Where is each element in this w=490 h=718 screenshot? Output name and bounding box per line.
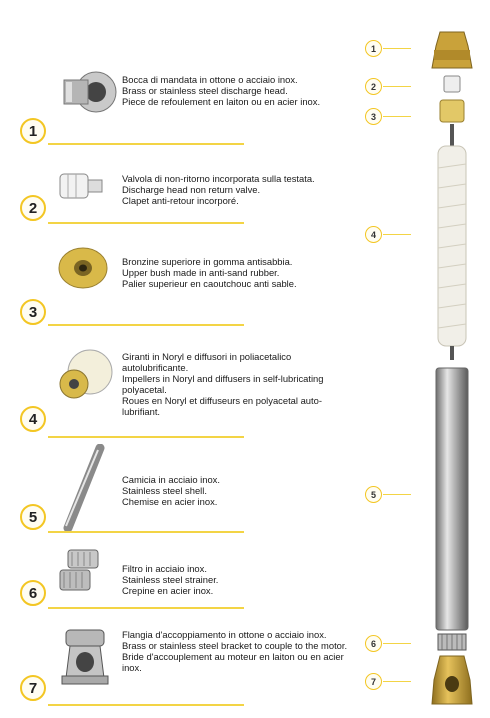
callout-badge: 7 bbox=[365, 673, 382, 690]
callout-line bbox=[383, 234, 411, 235]
pump-illustration bbox=[420, 28, 484, 714]
callout-badge: 2 bbox=[365, 78, 382, 95]
callout-badge: 5 bbox=[365, 486, 382, 503]
divider bbox=[48, 531, 244, 533]
divider bbox=[48, 704, 244, 706]
callout-badge: 4 bbox=[365, 226, 382, 243]
steel-shell-image bbox=[56, 444, 112, 532]
callout-line bbox=[383, 681, 411, 682]
part-number-badge: 1 bbox=[20, 118, 46, 144]
desc-line: Stainless steel strainer. bbox=[122, 574, 219, 585]
divider bbox=[48, 222, 244, 224]
part-number-badge: 2 bbox=[20, 195, 46, 221]
desc-line: Bocca di mandata in ottone o acciaio inox. bbox=[122, 74, 298, 85]
part-description-1 bbox=[122, 74, 354, 107]
part-description-2 bbox=[122, 173, 354, 206]
callout-badge: 3 bbox=[365, 108, 382, 125]
desc-line: Bronzine superiore in gomma antisabbia. bbox=[122, 256, 293, 267]
desc-line: Bride d'accouplement au moteur en laiton ou en acier inox. bbox=[122, 651, 344, 673]
discharge-head-image bbox=[56, 68, 120, 116]
callout-line bbox=[383, 643, 411, 644]
part-description-3 bbox=[122, 256, 354, 289]
desc-line: Stainless steel shell. bbox=[122, 485, 207, 496]
impeller-image bbox=[56, 346, 114, 404]
desc-line: Piece de refoulement en laiton ou en acier inox. bbox=[122, 96, 321, 107]
callout-line bbox=[383, 48, 411, 49]
part-number-badge: 7 bbox=[20, 675, 46, 701]
divider bbox=[48, 607, 244, 609]
divider bbox=[48, 143, 244, 145]
part-description-7 bbox=[122, 629, 354, 673]
strainer-image bbox=[56, 544, 104, 594]
desc-line: Clapet anti-retour incorporé. bbox=[122, 195, 239, 206]
desc-line: Giranti in Noryl e diffusori in poliacetalico autolubrificante. bbox=[122, 351, 292, 373]
part-number-badge: 3 bbox=[20, 299, 46, 325]
part-number-badge: 6 bbox=[20, 580, 46, 606]
desc-line: Impellers in Noryl and diffusers in self-lubricating polyacetal. bbox=[122, 373, 324, 395]
desc-line: Valvola di non-ritorno incorporata sulla testata. bbox=[122, 173, 315, 184]
part-description-5 bbox=[122, 474, 354, 507]
desc-line: Brass or stainless steel discharge head. bbox=[122, 85, 288, 96]
desc-line: Roues en Noryl et diffuseurs en polyacetal auto-lubrifiant. bbox=[122, 395, 322, 417]
divider bbox=[48, 324, 244, 326]
part-description-4 bbox=[122, 351, 354, 417]
desc-line: Filtro in acciaio inox. bbox=[122, 563, 207, 574]
desc-line: Crepine en acier inox. bbox=[122, 585, 214, 596]
callout-badge: 6 bbox=[365, 635, 382, 652]
desc-line: Upper bush made in anti-sand rubber. bbox=[122, 267, 280, 278]
divider bbox=[48, 436, 244, 438]
desc-line: Discharge head non return valve. bbox=[122, 184, 261, 195]
non-return-valve-image bbox=[56, 166, 108, 206]
desc-line: Palier superieur en caoutchouc anti sable. bbox=[122, 278, 297, 289]
callout-line bbox=[383, 116, 411, 117]
part-number-badge: 4 bbox=[20, 406, 46, 432]
upper-bush-image bbox=[56, 244, 110, 292]
part-number-badge: 5 bbox=[20, 504, 46, 530]
coupling-bracket-image bbox=[56, 624, 118, 688]
desc-line: Flangia d'accoppiamento in ottone o acciaio inox. bbox=[122, 629, 327, 640]
part-description-6 bbox=[122, 563, 354, 596]
desc-line: Camicia in acciaio inox. bbox=[122, 474, 220, 485]
desc-line: Chemise en acier inox. bbox=[122, 496, 218, 507]
callout-line bbox=[383, 86, 411, 87]
callout-badge: 1 bbox=[365, 40, 382, 57]
callout-line bbox=[383, 494, 411, 495]
desc-line: Brass or stainless steel bracket to couple to the motor. bbox=[122, 640, 348, 651]
